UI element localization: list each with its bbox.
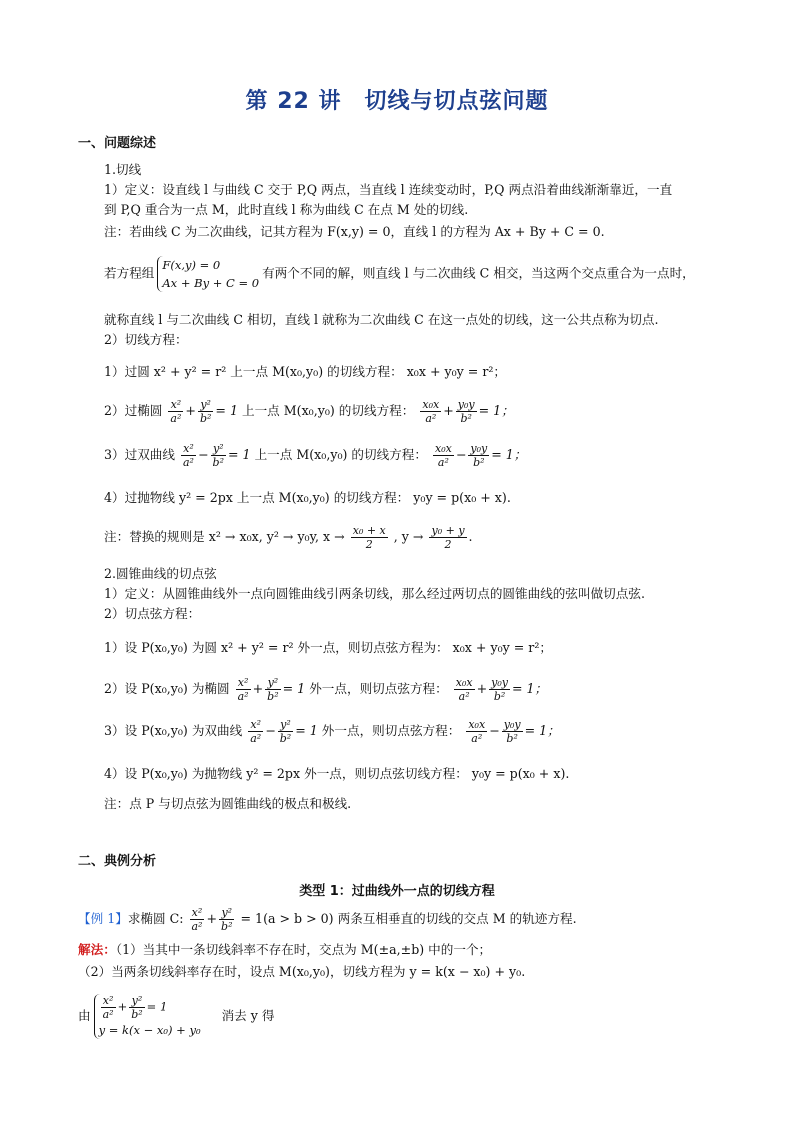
rule-text-b: , y → xyxy=(393,529,424,544)
tangent-equations-title: 2）切线方程： xyxy=(104,332,188,347)
subheading-chord: 2.圆锥曲线的切点弦 xyxy=(104,566,217,581)
chord-ellipse-mid: 外一点，则切点弦方程： xyxy=(309,681,448,696)
tangent-ellipse-mid: 上一点 M(x₀,y₀) 的切线方程： xyxy=(241,403,415,418)
rule-text-a: 注：替换的规则是 x² → x₀x, y² → y₀y, x → xyxy=(104,529,345,544)
section-heading-overview: 一、问题综述 xyxy=(78,136,157,151)
solution-step1: （1）当其中一条切线斜率不存在时，交点为 M(±a,±b) 中的一个； xyxy=(115,942,492,957)
page-title: 第 22 讲 切线与切点弦问题 xyxy=(245,89,549,114)
system-suffix: 有两个不同的解，则直线 l 与二次曲线 C 相交，当这两个交点重合为一点时， xyxy=(262,265,695,281)
solution-system-line xyxy=(78,994,724,1039)
example1-text-a: 求椭圆 C: xyxy=(127,911,184,926)
equation-system xyxy=(157,256,259,292)
chord-ellipse-label: 2）设 P(x₀,y₀) 为椭圆 xyxy=(104,681,230,696)
tangent-definition-conclusion: 就称直线 l 与二次曲线 C 相切，直线 l 就称为二次曲线 C 在这一点处的切线，这一公共点称为切点. xyxy=(104,312,659,327)
solution-system-suffix: 消去 y 得 xyxy=(221,1008,275,1023)
system-eq2: Ax + By + C = 0 xyxy=(162,276,260,290)
chord-hyperbola-mid: 外一点，则切点弦方程： xyxy=(321,723,461,738)
tangent-hyperbola-label: 3）过双曲线 xyxy=(104,447,175,462)
tangent-hyperbola-mid: 上一点 M(x₀,y₀) 的切线方程： xyxy=(254,447,427,462)
replacement-rule: 注：替换的规则是 x² → x₀x, y² → y₀y, x → $\frac{\text{x₀ + x}}{2}$ , y → $\frac{\text{y₀ + y}}{2}$ . xyxy=(104,524,473,551)
chord-definition: 1）定义：从圆锥曲线外一点向圆锥曲线引两条切线，那么经过两切点的圆锥曲线的弦叫做切点弦. xyxy=(104,586,645,601)
type1-heading: 类型 1：过曲线外一点的切线方程 xyxy=(299,884,495,899)
example1: 【例 1】求椭圆 C: $\frac{\text{x²}}{\text{a²}}$ + $\frac{\text{y²}}{\text{b²}}$ = 1(a > b > 0) 两条互相垂直的切线的交点 M 的轨迹方程. xyxy=(78,906,577,933)
system-prefix: 若方程组 xyxy=(104,265,155,281)
tangent-ellipse-label: 2）过椭圆 xyxy=(104,403,163,418)
solution-system-prefix: 由 xyxy=(78,1008,91,1023)
chord-hyperbola-label: 3）设 P(x₀,y₀) 为双曲线 xyxy=(104,723,243,738)
tangent-ellipse: 2）过椭圆 $\frac{\text{x²}}{\text{a²}}$ + $\frac{\text{y²}}{\text{b²}}$ = 1 上一点 M(x₀,y₀) 的切线方程： $\frac{\text{x₀x}}{\text{a²}}$ + $\frac{\text{y₀y}}{\text{b²}}$ = 1； xyxy=(104,398,514,425)
solution-label: 解法： xyxy=(78,942,116,957)
chord-equations-title: 2）切点弦方程： xyxy=(104,606,201,621)
solution-line2: （2）当两条切线斜率存在时，设点 M(x₀,y₀)，切线方程为 y = k(x − x₀) + y₀. xyxy=(78,964,526,979)
solution-system-eq2: y = k(x − x₀) + y₀ xyxy=(98,1023,201,1037)
note-conic-equation: 注：若曲线 C 为二次曲线，记其方程为 F(x,y) = 0，直线 l 的方程为 Ax + By + C = 0. xyxy=(104,224,605,239)
chord-parabola: 4）设 P(x₀,y₀) 为抛物线 y² = 2px 外一点，则切点弦切线方程： y₀y = p(x₀ + x). xyxy=(104,766,570,781)
chord-hyperbola: 3）设 P(x₀,y₀) 为双曲线 $\frac{\text{x²}}{\text{a²}}$ − $\frac{\text{y²}}{\text{b²}}$ = 1 外一点，则切点弦方程： $\frac{\text{x₀x}}{\text{a²}}$ − $\frac{\text{y₀y}}{\text{b²}}$ = 1； xyxy=(104,718,560,745)
tangent-circle: 1）过圆 x² + y² = r² 上一点 M(x₀,y₀) 的切线方程： x₀x + y₀y = r²； xyxy=(104,364,507,379)
chord-circle: 1）设 P(x₀,y₀) 为圆 x² + y² = r² 外一点，则切点弦方程为： x₀x + y₀y = r²； xyxy=(104,640,552,655)
note-pole-polar: 注：点 P 与切点弦为圆锥曲线的极点和极线. xyxy=(104,796,352,811)
solution-system: $\frac{\text{x²}}{\text{a²}}$ + $\frac{\text{y²}}{\text{b²}}$ = 1 y = k(x − x₀) + y₀ xyxy=(94,994,201,1039)
subheading-tangent: 1.切线 xyxy=(104,162,142,177)
tangent-definition-line1: 1）定义：设直线 l 与曲线 C 交于 P,Q 两点，当直线 l 连续变动时，P,Q 两点沿着曲线渐渐靠近，一直 xyxy=(104,182,673,197)
tangent-definition-line2: 到 P,Q 重合为一点 M，此时直线 l 称为曲线 C 在点 M 处的切线. xyxy=(104,202,469,217)
example1-label: 【例 1】 xyxy=(78,911,128,926)
tangent-parabola: 4）过抛物线 y² = 2px 上一点 M(x₀,y₀) 的切线方程： y₀y = p(x₀ + x). xyxy=(104,490,511,505)
tangent-hyperbola: 3）过双曲线 $\frac{\text{x²}}{\text{a²}}$ − $\frac{\text{y²}}{\text{b²}}$ = 1 上一点 M(x₀,y₀) 的切线方程： $\frac{\text{x₀x}}{\text{a²}}$ − $\frac{\text{y₀y}}{\text{b²}}$ = 1； xyxy=(104,442,527,469)
system-eq1: F(x,y) = 0 xyxy=(162,258,221,272)
chord-ellipse: 2）设 P(x₀,y₀) 为椭圆 $\frac{\text{x²}}{\text{a²}}$ + $\frac{\text{y²}}{\text{b²}}$ = 1 外一点，则切点弦方程： $\frac{\text{x₀x}}{\text{a²}}$ + $\frac{\text{y₀y}}{\text{b²}}$ = 1； xyxy=(104,676,548,703)
solution-line1 xyxy=(78,940,724,960)
equation-system-line xyxy=(104,256,724,292)
example1-text-b: = 1(a > b > 0) 两条互相垂直的切线的交点 M 的轨迹方程. xyxy=(240,911,577,926)
section-heading-examples: 二、典例分析 xyxy=(78,854,157,869)
